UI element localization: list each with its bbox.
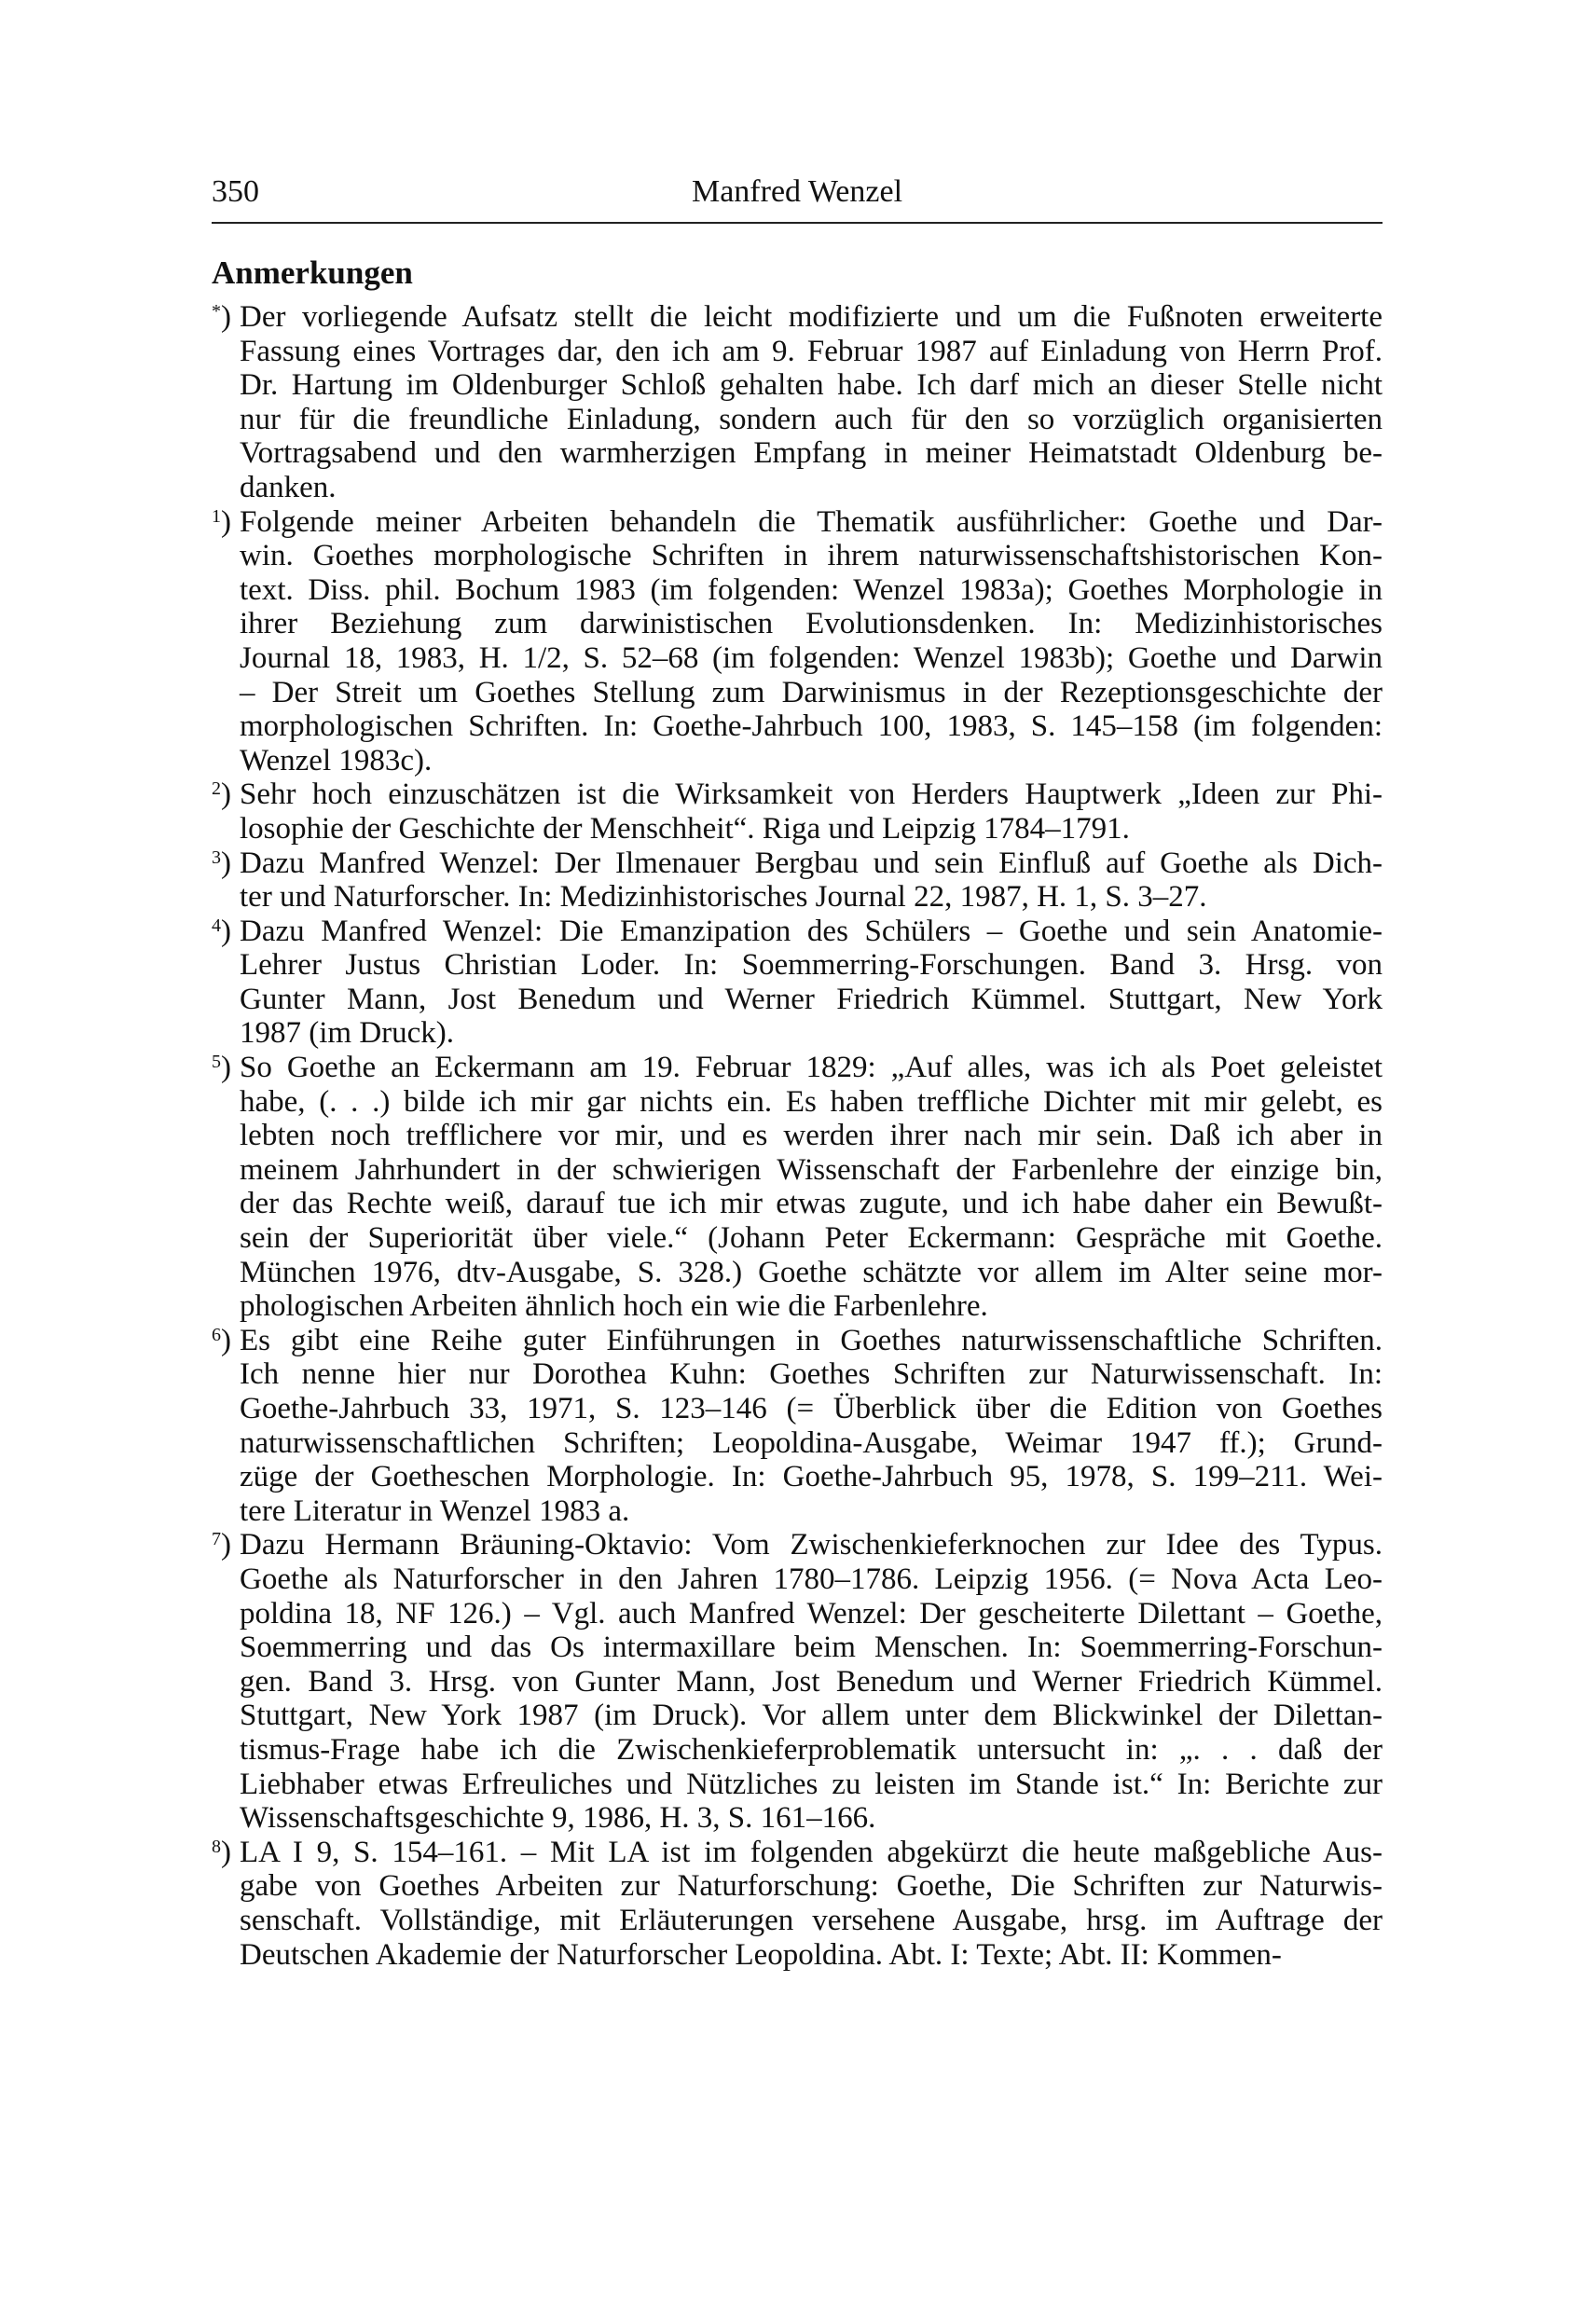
running-title: Manfred Wenzel: [691, 174, 903, 209]
footnote: [212, 778, 1383, 846]
footnote-marker: $^7$): [212, 1528, 231, 1562]
footnote-marker: $^6$): [212, 1323, 231, 1357]
footnote-line: Stuttgart, New York 1987 (im Druck). Vor allem unter dem Blickwinkel der Dilettan-: [240, 1699, 1383, 1733]
footnote-line: Lehrer Justus Christian Loder. In: Soemmerring-Forschungen. Band 3. Hrsg. von: [240, 948, 1383, 983]
footnote: [212, 915, 1383, 1051]
footnote: [212, 300, 1383, 505]
footnote: [212, 505, 1383, 778]
footnote-line: morphologischen Schriften. In: Goethe-Jahrbuch 100, 1983, S. 145–158 (im folgenden:: [240, 709, 1383, 744]
footnote-line: senschaft. Vollständige, mit Erläuterungen versehene Ausgabe, hrsg. im Auftrage der: [240, 1903, 1383, 1937]
footnote-marker: $^2$): [212, 778, 231, 812]
footnote-marker: $^1$): [212, 504, 231, 539]
footnote-line: So Goethe an Eckermann am 19. Februar 1829: „Auf alles, was ich als Poet geleistet: [240, 1051, 1383, 1085]
footnote-line: Journal 18, 1983, H. 1/2, S. 52–68 (im folgenden: Wenzel 1983b); Goethe und Darwin: [240, 640, 1383, 675]
footnote-line: nur für die freundliche Einladung, sondern auch für den so vorzüglich organisierten: [240, 402, 1383, 436]
footnote-line: Goethe-Jahrbuch 33, 1971, S. 123–146 (= Überblick über die Edition von Goethes: [240, 1392, 1383, 1425]
footnote-line: züge der Goetheschen Morphologie. In: Goethe-Jahrbuch 95, 1978, S. 199–211. Wei-: [240, 1460, 1383, 1494]
footnote-line: poldina 18, NF 126.) – Vgl. auch Manfred Wenzel: Der gescheiterte Dilettant – Goethe,: [240, 1596, 1383, 1631]
footnote-line: Dr. Hartung im Oldenburger Schloß gehalten habe. Ich darf mich an dieser Stelle nicht: [240, 368, 1383, 403]
footnote-line: Dazu Manfred Wenzel: Die Emanzipation des Schülers – Goethe und sein Anatomie-: [240, 914, 1383, 948]
footnote-line: Wissenschaftsgeschichte 9, 1986, H. 3, S. 161–166.: [240, 1801, 876, 1836]
footnote-line: Dazu Manfred Wenzel: Der Ilmenauer Bergbau und sein Einfluß auf Goethe als Dich-: [240, 846, 1383, 880]
footnote-line: der das Rechte weiß, darauf tue ich mir etwas zugute, und ich habe daher ein Bewußt-: [240, 1187, 1383, 1221]
footnote-line: Deutschen Akademie der Naturforscher Leopoldina. Abt. I: Texte; Abt. II: Kommen-: [240, 1937, 1282, 1972]
footnote-marker: $^3$): [212, 846, 231, 880]
footnote-line: Soemmerring und das Os intermaxillare beim Menschen. In: Soemmerring-Forschun-: [240, 1631, 1383, 1665]
footnote: [212, 846, 1383, 915]
footnote: [212, 1324, 1383, 1529]
footnote-marker: $^4$): [212, 914, 231, 948]
page-number: 350: [212, 174, 259, 209]
footnote-line: danken.: [240, 470, 337, 504]
footnote-line: Gunter Mann, Jost Benedum und Werner Friedrich Kümmel. Stuttgart, New York: [240, 982, 1383, 1016]
running-head: [212, 168, 1383, 216]
footnote-line: 1987 (im Druck).: [240, 1016, 455, 1051]
notes-section: [212, 250, 1383, 1972]
footnote-line: win. Goethes morphologische Schriften in ihrem naturwissenschaftshistorischen Kon-: [240, 539, 1383, 573]
footnote: [212, 1528, 1383, 1835]
footnote-line: – Der Streit um Goethes Stellung zum Darwinismus in der Rezeptionsgeschichte der: [240, 675, 1383, 709]
footnote-line: Liebhaber etwas Erfreuliches und Nützliches zu leisten im Stande ist.“ In: Berichte zur: [240, 1767, 1383, 1801]
footnote-line: gabe von Goethes Arbeiten zur Naturforschung: Goethe, Die Schriften zur Naturwis-: [240, 1869, 1383, 1904]
footnote-line: text. Diss. phil. Bochum 1983 (im folgenden: Wenzel 1983a); Goethes Morphologie in: [240, 572, 1383, 607]
footnote-line: ter und Naturforscher. In: Medizinhistorisches Journal 22, 1987, H. 1, S. 3–27.: [240, 880, 1207, 915]
footnote-line: Der vorliegende Aufsatz stellt die leicht modifizierte und um die Fußnoten erweiterte: [240, 300, 1383, 334]
notes-list: [212, 300, 1383, 1972]
footnote-line: losophie der Geschichte der Menschheit“. Riga und Leipzig 1784–1791.: [240, 811, 1130, 846]
footnote-marker: $^5$): [212, 1051, 231, 1085]
footnote-line: Sehr hoch einzuschätzen ist die Wirksamkeit von Herders Hauptwerk „Ideen zur Phi-: [240, 778, 1383, 812]
footnote-line: Fassung eines Vortrages dar, den ich am 9. Februar 1987 auf Einladung von Herrn Prof.: [240, 334, 1383, 368]
notes-heading: Anmerkungen: [212, 255, 413, 291]
footnote-line: Wenzel 1983c).: [240, 743, 433, 778]
footnote-line: Folgende meiner Arbeiten behandeln die Thematik ausführlicher: Goethe und Dar-: [240, 504, 1383, 539]
footnote-line: Ich nenne hier nur Dorothea Kuhn: Goethes Schriften zur Naturwissenschaft. In:: [240, 1357, 1383, 1392]
footnote-marker: $^8$): [212, 1835, 231, 1869]
footnote-line: gen. Band 3. Hrsg. von Gunter Mann, Jost Benedum und Werner Friedrich Kümmel.: [240, 1664, 1383, 1699]
footnote-line: Es gibt eine Reihe guter Einführungen in Goethes naturwissenschaftliche Schriften.: [240, 1323, 1383, 1357]
footnote-line: Goethe als Naturforscher in den Jahren 1780–1786. Leipzig 1956. (= Nova Acta Leo-: [240, 1562, 1383, 1596]
footnote-line: tismus-Frage habe ich die Zwischenkieferproblematik untersucht in: „. . . daß der: [240, 1732, 1383, 1767]
footnote-line: LA I 9, S. 154–161. – Mit LA ist im folgenden abgekürzt die heute maßgebliche Aus-: [240, 1835, 1383, 1869]
footnote: [212, 1051, 1383, 1324]
footnote-line: lebten noch trefflichere vor mir, und es werden ihrer nach mir sein. Daß ich aber in: [240, 1119, 1383, 1153]
footnote-line: tere Literatur in Wenzel 1983 a.: [240, 1493, 630, 1528]
footnote-line: Vortragsabend und den warmherzigen Empfang in meiner Heimatstadt Oldenburg be-: [240, 436, 1383, 471]
footnote-line: naturwissenschaftlichen Schriften; Leopoldina-Ausgabe, Weimar 1947 ff.); Grund-: [240, 1425, 1383, 1460]
footnote-line: ihrer Beziehung zum darwinistischen Evolutionsdenken. In: Medizinhistorisches: [240, 607, 1383, 641]
footnote-line: habe, (. . .) bilde ich mir gar nichts ein. Es haben treffliche Dichter mit mir gelebt, es: [240, 1084, 1383, 1119]
footnote-line: phologischen Arbeiten ähnlich hoch ein wie die Farbenlehre.: [240, 1289, 988, 1324]
footnote: [212, 1836, 1383, 1972]
footnote-line: München 1976, dtv-Ausgabe, S. 328.) Goethe schätzte vor allem im Alter seine mor-: [240, 1255, 1383, 1289]
footnote-line: Dazu Hermann Bräuning-Oktavio: Vom Zwischenkieferknochen zur Idee des Typus.: [240, 1528, 1383, 1562]
header-rule: [212, 222, 1383, 224]
footnote-marker: *): [212, 300, 231, 334]
footnote-line: meinem Jahrhundert in der schwierigen Wissenschaft der Farbenlehre der einzige bin,: [240, 1152, 1383, 1187]
footnote-line: sein der Superiorität über viele.“ (Johann Peter Eckermann: Gespräche mit Goethe.: [240, 1221, 1383, 1256]
